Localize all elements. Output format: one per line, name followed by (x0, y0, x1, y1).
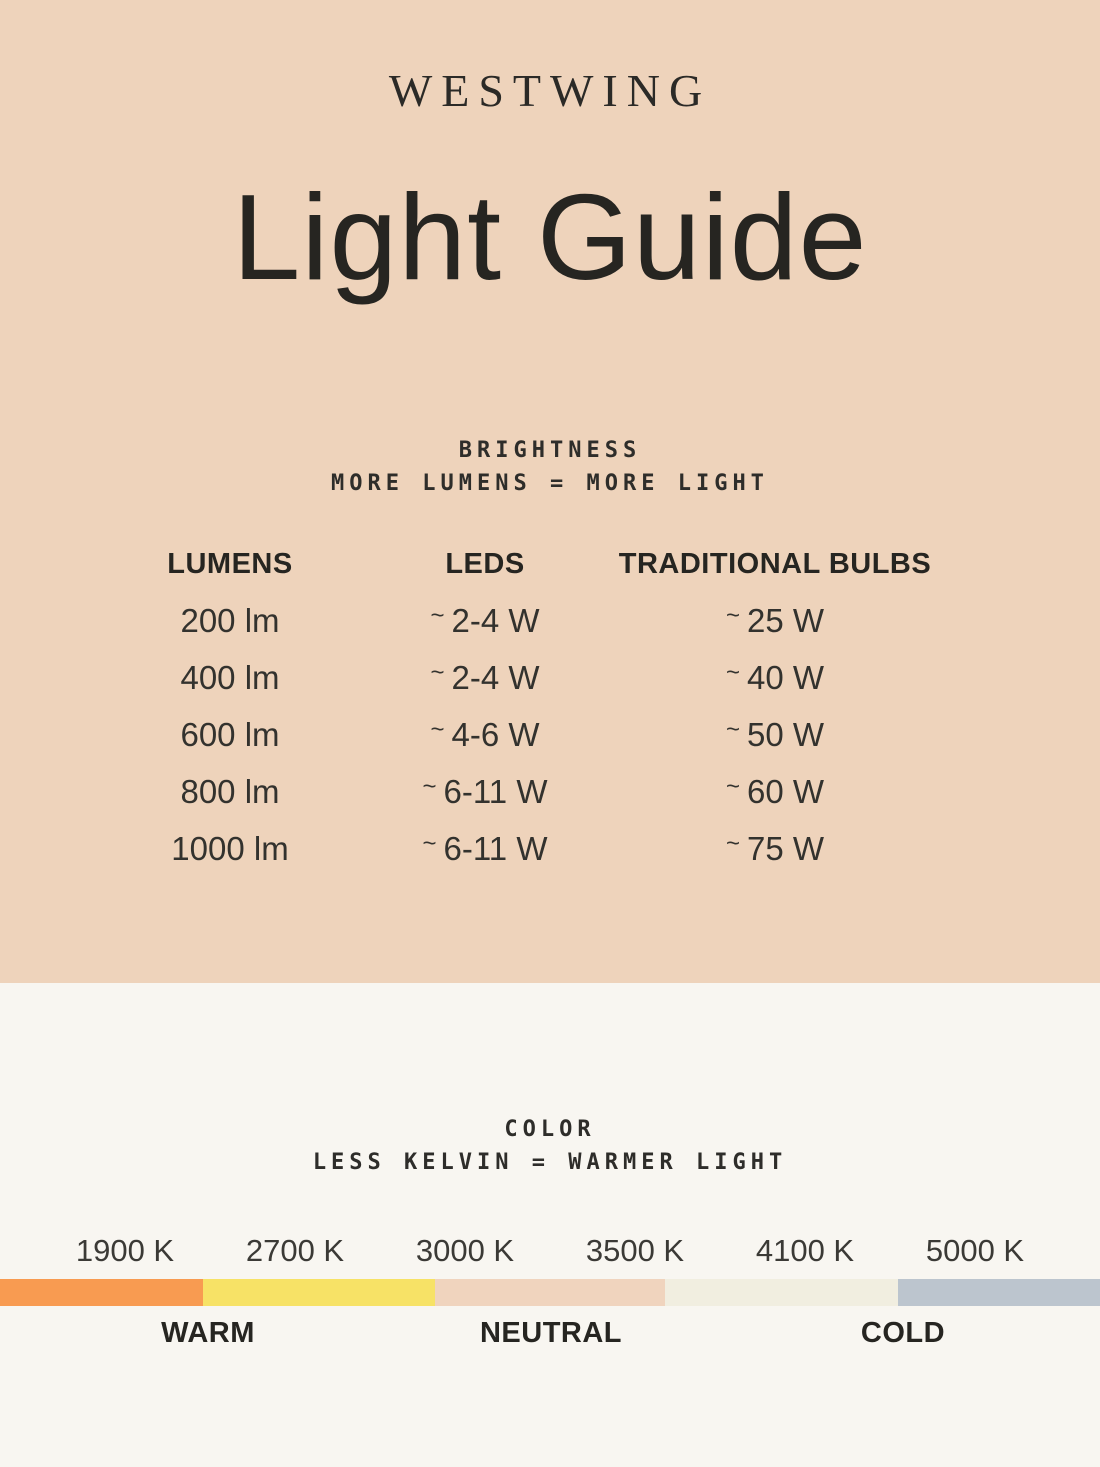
leds-value: 6-11 W (443, 830, 548, 867)
leds-value: 2-4 W (451, 602, 540, 639)
table-header-leds: LEDS (445, 548, 525, 580)
table-row (80, 708, 960, 765)
table-header-lumens: LUMENS (167, 548, 293, 580)
bulbs-cell (590, 594, 960, 651)
kelvin-label: 3000 K (415, 1233, 515, 1268)
bulbs-value: 60 W (746, 773, 825, 810)
lumens-table (80, 548, 960, 879)
approx-symbol: ~ (430, 602, 445, 629)
table-row (80, 822, 960, 879)
bulbs-value: 50 W (746, 716, 825, 753)
approx-symbol: ~ (430, 716, 445, 743)
leds-cell (380, 651, 590, 708)
leds-value: 2-4 W (451, 659, 540, 696)
leds-value: 6-11 W (443, 773, 548, 810)
leds-cell (380, 822, 590, 879)
bulbs-value: 40 W (746, 659, 825, 696)
approx-symbol: ~ (725, 716, 740, 743)
approx-symbol: ~ (422, 830, 437, 857)
color-section (0, 983, 1100, 1467)
lumens-cell: 600 lm (180, 716, 280, 753)
kelvin-label: 2700 K (245, 1233, 345, 1268)
approx-symbol: ~ (725, 830, 740, 857)
color-temperature-scale-bar (0, 1279, 1100, 1306)
warm-label: WARM (161, 1317, 255, 1349)
kelvin-scale-labels (40, 1233, 1060, 1269)
leds-cell (380, 708, 590, 765)
bulbs-cell (590, 651, 960, 708)
brightness-subheading: MORE LUMENS = MORE LIGHT (331, 471, 769, 496)
kelvin-label: 1900 K (75, 1233, 175, 1268)
kelvin-label: 4100 K (755, 1233, 855, 1268)
table-header-traditional-bulbs: TRADITIONAL BULBS (618, 548, 932, 580)
table-row (80, 594, 960, 651)
lumens-cell: 800 lm (180, 773, 280, 810)
brightness-heading-block (0, 434, 1100, 500)
scale-segment-warm-yellow (203, 1279, 435, 1306)
leds-cell (380, 765, 590, 822)
brightness-heading: BRIGHTNESS (458, 438, 642, 463)
approx-symbol: ~ (430, 659, 445, 686)
scale-segment-neutral-peach (435, 1279, 665, 1306)
lumens-cell: 200 lm (180, 602, 280, 639)
leds-value: 4-6 W (451, 716, 540, 753)
kelvin-label: 3500 K (585, 1233, 685, 1268)
color-heading: COLOR (504, 1117, 596, 1142)
bulbs-cell (590, 822, 960, 879)
page-title: Light Guide (232, 169, 868, 305)
approx-symbol: ~ (725, 659, 740, 686)
lumens-cell: 400 lm (180, 659, 280, 696)
table-row (80, 651, 960, 708)
leds-cell (380, 594, 590, 651)
lumens-cell: 1000 lm (171, 830, 289, 867)
bulbs-value: 25 W (746, 602, 825, 639)
bulbs-cell (590, 708, 960, 765)
table-row (80, 765, 960, 822)
table-body (80, 594, 960, 879)
bulbs-value: 75 W (746, 830, 825, 867)
scale-segment-neutral-cream (665, 1279, 898, 1306)
scale-segment-warm-orange (0, 1279, 203, 1306)
table-header-row (80, 548, 960, 594)
cold-label: COLD (860, 1317, 946, 1349)
kelvin-label: 5000 K (925, 1233, 1025, 1268)
temperature-labels (0, 1317, 1100, 1357)
scale-segment-cold-blue (898, 1279, 1100, 1306)
color-subheading: LESS KELVIN = WARMER LIGHT (312, 1150, 788, 1175)
brand-logo: WESTWING (388, 65, 712, 116)
neutral-label: NEUTRAL (479, 1317, 623, 1349)
bulbs-cell (590, 765, 960, 822)
approx-symbol: ~ (725, 773, 740, 800)
approx-symbol: ~ (725, 602, 740, 629)
color-heading-block (0, 1113, 1100, 1179)
approx-symbol: ~ (422, 773, 437, 800)
